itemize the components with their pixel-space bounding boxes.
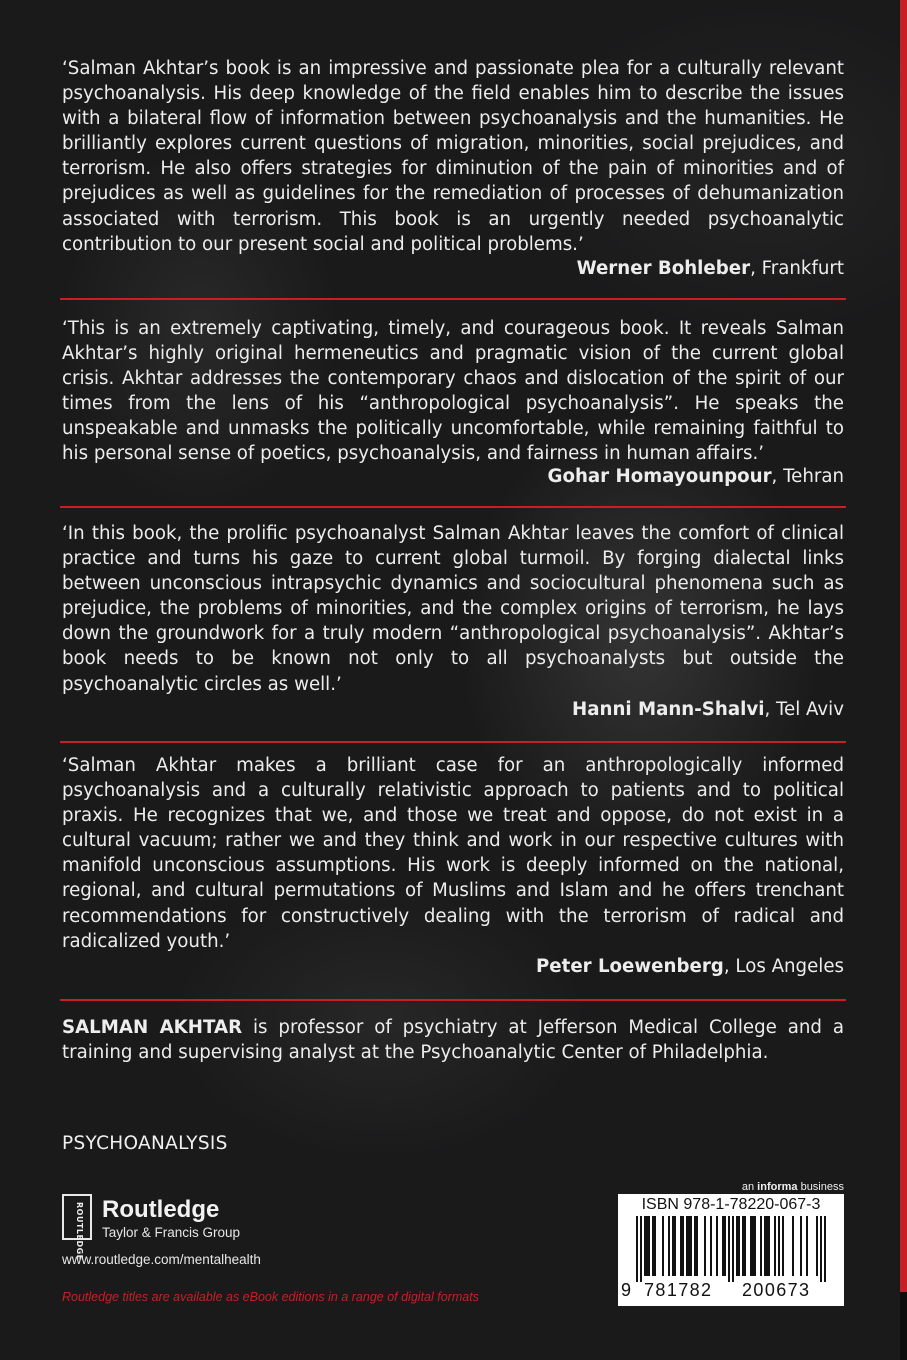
endorsement-quote-4: ‘Salman Akhtar makes a brilliant case for an anthropologically informed psychoanalysis and a culturally relativistic approach to patients and to political praxis. He recognizes that we, and those we treat and oppose, do not exist in a cultural vacuum; rather we and they think and work in our respective cultures with manifold unconscious assumptions. His work is deeply informed on the national, regional, and cultural permutations of Muslims and Islam and he offers trenchant recommendations for constructively dealing with the terrorism of radical and radicalized youth.’ [62, 755, 844, 952]
informa-suffix: business [797, 1181, 844, 1193]
barcode-bar [682, 1216, 684, 1276]
barcode-bar [774, 1216, 776, 1276]
endorser-name: Hanni Mann-Shalvi [572, 699, 765, 720]
barcode-bar [694, 1216, 696, 1276]
barcode-bar [738, 1216, 740, 1276]
barcode-bar [754, 1216, 756, 1276]
endorser-name: Peter Loewenberg [535, 956, 724, 977]
barcode-bar [654, 1216, 656, 1276]
barcode-bar [646, 1216, 648, 1276]
barcode-bar [778, 1216, 780, 1276]
informa-brand: informa [757, 1181, 798, 1193]
barcode-bar [800, 1216, 802, 1276]
isbn-label: ISBN 978-1-78220-067-3 [641, 1196, 821, 1213]
endorsement-attribution-2 [62, 465, 844, 489]
barcode-bar [768, 1216, 770, 1276]
barcode-bar [696, 1216, 698, 1276]
endorser-name: Gohar Homayounpour [547, 466, 772, 487]
barcode-bar [760, 1216, 762, 1276]
barcode-bars [624, 1216, 838, 1282]
endorsement-quote-1: ‘Salman Akhtar’s book is an impressive and passionate plea for a culturally relevant psychoanalysis. His deep knowledge of the field enables him to describe the issues with a bilateral flow of information between psychoanalysis and the humanities. He brilliantly explores current questions of migration, minorities, social prejudices, and terrorism. He also offers strategies for diminution of the pain of minorities and of prejudices as well as guidelines for the remediation of processes of dehumanization associated with terrorism. This book is an urgently needed psychoanalytic contribution to our present social and political problems.’ [62, 58, 844, 255]
barcode-bar [688, 1216, 690, 1276]
barcode-bar [648, 1216, 650, 1276]
barcode-bar [806, 1216, 808, 1276]
barcode-bar [782, 1216, 784, 1276]
spine-red-edge [900, 0, 907, 1292]
author-bio-text: is professor of psychiatry at Jefferson Medical College and a training and supervising analyst at the Psychoanalytic Center of Philadelphia. [62, 1017, 844, 1063]
barcode-bar [820, 1216, 822, 1282]
barcode-bar [716, 1216, 718, 1276]
endorsement-quote-2: ‘This is an extremely captivating, timely, and courageous book. It reveals Salman Akhtar’s highly original hermeneutics and pragmatic vision of the current global crisis. Akhtar addresses the contemporary chaos and dislocation of the spirit of our times from the lens of his “anthropological psychoanalysis”. He speaks the unspeakable and unmasks the politically uncomfortable, while remaining faithful to his personal sense of poetics, psychoanalysis, and fairness in human affairs.’ [62, 318, 844, 465]
isbn-barcode [618, 1194, 844, 1306]
endorser-place: , Frankfurt [750, 258, 844, 279]
endorsement-quote-3: ‘In this book, the prolific psychoanalyst Salman Akhtar leaves the comfort of clinical practice and turns his gaze to current global turmoil. By forging dialectal links between unconscious intrapsychic dynamics and sociocultural phenomena such as prejudice, the problems of minorities, and the complex origins of terrorism, he lays down the groundwork for a truly modern “anthropological psychoanalysis”. Akhtar’s book needs to be known not only to all psychoanalysts but outside the psychoanalytic circles as well.’ [62, 523, 844, 695]
barcode-bar [764, 1216, 766, 1276]
red-divider [60, 999, 846, 1001]
barcode-bar [816, 1216, 818, 1276]
barcode-bar [662, 1216, 664, 1276]
barcode-bar [690, 1216, 692, 1276]
isbn-digit-group-left: 781782 [644, 1280, 713, 1300]
barcode-bar [680, 1216, 682, 1276]
red-divider [60, 741, 846, 743]
barcode-bar [824, 1216, 826, 1282]
barcode-bar [674, 1216, 676, 1276]
barcode-bar [640, 1216, 642, 1282]
barcode-bar [732, 1216, 734, 1282]
barcode-bar [672, 1216, 674, 1276]
barcode-bar [742, 1216, 744, 1276]
barcode-bar [686, 1216, 688, 1276]
isbn-digit-group-right: 200673 [742, 1280, 811, 1300]
publisher-name: Routledge [102, 1196, 220, 1223]
informa-tagline [700, 1181, 844, 1193]
barcode-bar [750, 1216, 752, 1276]
publisher-url[interactable]: www.routledge.com/mentalhealth [62, 1252, 261, 1267]
publisher-group: Taylor & Francis Group [102, 1225, 241, 1240]
isbn-first-digit: 9 [621, 1280, 633, 1300]
ebook-note: Routledge titles are available as eBook editions in a range of digital formats [62, 1290, 479, 1304]
barcode-bar [736, 1216, 738, 1276]
author-bio [62, 1015, 844, 1065]
endorser-place: , Los Angeles [723, 956, 844, 977]
barcode-bar [644, 1216, 646, 1276]
endorser-name: Werner Bohleber [576, 258, 751, 279]
barcode-bar [668, 1216, 670, 1276]
endorsement-attribution-1 [62, 257, 844, 281]
barcode-bar [752, 1216, 754, 1276]
barcode-bar [728, 1216, 730, 1282]
logo-wordmark: ROUTLEDGE [75, 1202, 84, 1261]
routledge-logo-icon [62, 1194, 92, 1261]
spine-dark-edge [900, 1292, 907, 1360]
red-divider [60, 506, 846, 508]
barcode-bar [704, 1216, 706, 1276]
endorsement-attribution-4 [62, 955, 844, 979]
barcode-bar [636, 1216, 638, 1282]
informa-prefix: an [741, 1181, 758, 1193]
author-name: SALMAN AKHTAR [62, 1017, 243, 1038]
barcode-bar [722, 1216, 724, 1276]
barcode-bar [766, 1216, 768, 1276]
red-divider [60, 298, 846, 300]
barcode-bar [744, 1216, 746, 1276]
endorsement-attribution-3 [62, 698, 844, 722]
endorser-place: , Tehran [771, 466, 844, 487]
barcode-bar [710, 1216, 712, 1276]
barcode-bar [652, 1216, 654, 1276]
barcode-bar [724, 1216, 726, 1276]
barcode-bar [792, 1216, 794, 1276]
subject-category: PSYCHOANALYSIS [62, 1133, 228, 1154]
endorser-place: , Tel Aviv [764, 699, 844, 720]
